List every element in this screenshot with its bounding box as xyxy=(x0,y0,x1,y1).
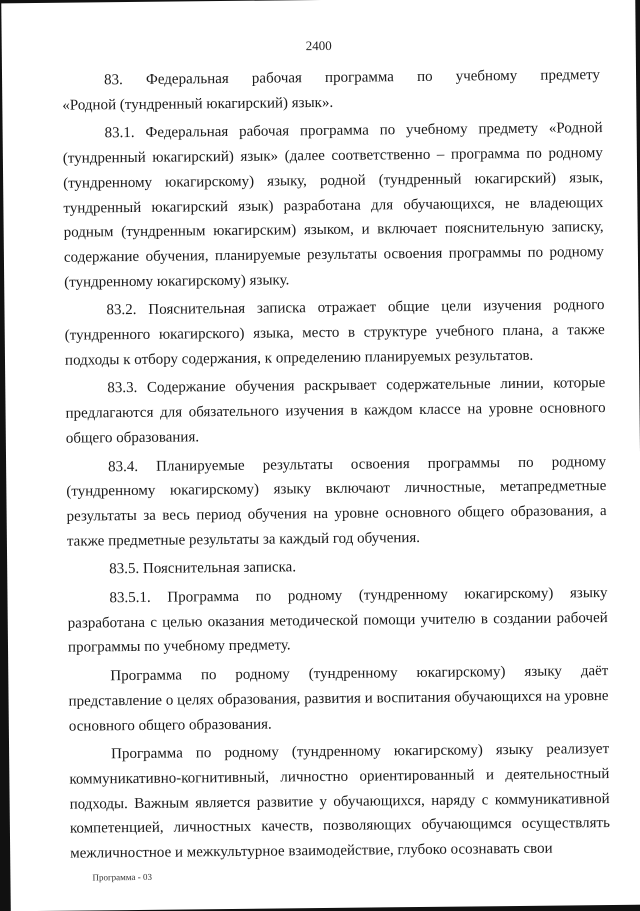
paragraph-goals: Программа по родному (тундренному юкагирскому) языку даёт представление о целях образования, развития и воспитания обучающихся на уровне основного общего образования. xyxy=(68,663,609,735)
paragraph-83-3: 83.3. Содержание обучения раскрывает содержательные линии, которые предлагаются для обязательного изучения в каждом классе на уровне основного общего образования. xyxy=(65,375,606,447)
title-word: Федеральная xyxy=(145,70,229,88)
title-word: рабочая xyxy=(251,70,302,87)
title-word: программа xyxy=(324,69,394,86)
paragraph-83-5-1: 83.5.1. Программа по родному (тундренному юкагирскому) языку разработана с целью оказания методической помощи учителю в создании рабочей программы по учебному предмету. xyxy=(67,585,608,657)
document-page xyxy=(1,0,640,911)
title-word: учебному xyxy=(455,67,518,85)
paragraph-83-5: 83.5. Пояснительная записка. xyxy=(109,559,297,578)
title-word: по xyxy=(416,68,433,85)
paragraph-83-2: 83.2. Пояснительная записка отражает общие цели изучения родного (тундренного юкагирского) языка, место в структуре учебного плана, а также подходы к отбору содержания, к определению планируемых результатов. xyxy=(64,297,605,369)
section-title-continuation: «Родной (тундренный юкагирский) язык». xyxy=(62,94,334,114)
paragraph-approaches: Программа по родному (тундренному юкагирскому) языку реализует коммуникативно-когнитивный, личностно ориентированный и деятельностный подходы. Важным является развитие у обучающихся, наряду с коммуникативной компетенцией, личностных качеств, позволяющих обучающимся осуществлять межличностное и межкультурное взаимодействие, глубоко осознавать свои xyxy=(69,741,610,862)
document-body xyxy=(62,63,610,866)
title-word: предмету xyxy=(540,67,601,84)
paragraph-83-4: 83.4. Планируемые результаты освоения программы по родному (тундренному юкагирскому) языку включают личностные, метапредметные результаты за весь период обучения на уровне основного общего образования, а также предметные результаты за каждый год обучения. xyxy=(66,453,607,550)
page-footer: Программа - 03 xyxy=(92,871,152,883)
page-number: 2400 xyxy=(305,37,332,54)
paragraph-83-1: 83.1. Федеральная рабочая программа по учебному предмету «Родной (тундренный юкагирский) язык» (далее соответственно – программа по родному (тундренному юкагирскому) языку, родной (тундренный юкагирский) язык, тундренный юкагирский язык) разработана для обучающихся, не владеющих родным (тундренным юкагирским) языком, и включает пояснительную записку, содержание обучения, планируемые результаты освоения программы по родному (тундренному юкагирскому) языку. xyxy=(62,120,604,291)
title-word: 83. xyxy=(103,72,123,89)
